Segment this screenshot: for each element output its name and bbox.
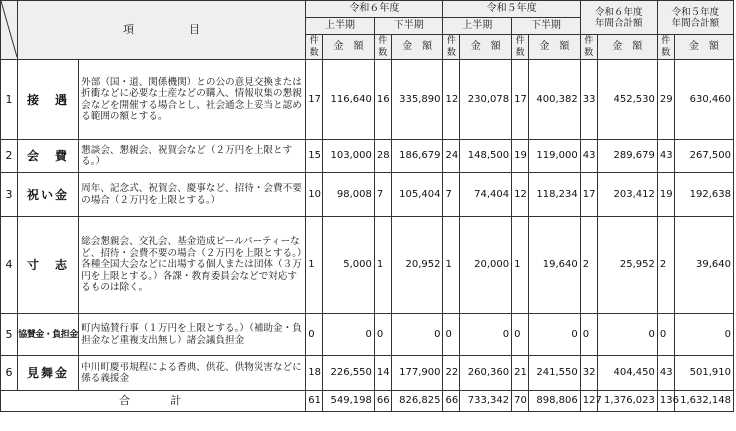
row-number: 3 [1,173,18,217]
total-cell: 826,825 [391,391,443,412]
amount-cell: 20,952 [391,217,443,314]
r5-first-half-header: 上半期 [443,18,512,35]
amount-header: 金 額 [391,35,443,60]
amount-cell: 0 [674,314,733,356]
amount-cell: 400,382 [529,60,581,140]
amount-cell: 0 [323,314,375,356]
r6-second-half-header: 下半期 [374,18,443,35]
r6-header: 令和６年度 [306,1,443,18]
count-cell: 1 [512,217,529,314]
count-cell: 0 [306,314,323,356]
table-body [1,60,734,391]
item-description: 総会懇親会、交礼会、基金造成ビールパーティーなど、招待・会費不要の場合（２万円を上限とする。）各種全国大会などに出場する個人または団体（３万円を上限とする。）各課・教育委員会などで対応するものは除く。 [79,217,306,314]
amount-cell: 5,000 [323,217,375,314]
r5-second-half-header: 下半期 [512,18,581,35]
r6-total-header-text: 令和６年度 年間合計額 [595,6,643,29]
count-cell: 19 [512,140,529,173]
item-name: 会 費 [17,140,78,173]
count-cell: 16 [374,60,391,140]
amount-cell: 289,679 [597,140,657,173]
count-cell: 2 [580,217,597,314]
item-name: 接 遇 [17,60,78,140]
row-number: 2 [1,140,18,173]
amount-cell: 230,078 [460,60,512,140]
count-cell: 24 [443,140,460,173]
count-cell: 43 [580,140,597,173]
row-number: 1 [1,60,18,140]
amount-cell: 335,890 [391,60,443,140]
count-cell: 14 [374,356,391,391]
item-name: 見舞金 [17,356,78,391]
count-cell: 1 [306,217,323,314]
amount-cell: 260,360 [460,356,512,391]
item-name: 協賛金・負担金 [17,314,78,356]
amount-cell: 0 [460,314,512,356]
total-cell: 66 [374,391,391,412]
amount-header: 金 額 [674,35,733,60]
count-cell: 33 [580,60,597,140]
amount-cell: 105,404 [391,173,443,217]
amount-cell: 19,640 [529,217,581,314]
amount-cell: 226,550 [323,356,375,391]
amount-cell: 118,234 [529,173,581,217]
amount-cell: 20,000 [460,217,512,314]
amount-header: 金 額 [529,35,581,60]
amount-cell: 501,910 [674,356,733,391]
amount-cell: 103,000 [323,140,375,173]
item-name: 祝い金 [17,173,78,217]
table-row [1,140,734,173]
item-description: 外部（国・道、関係機関）との公の意見交換または折衝などに必要な土産などの購入、情報収集の懇親会などを開催する場合とし、社会通念上妥当と認める範囲の額とする。 [79,60,306,140]
table-row [1,356,734,391]
count-cell: 10 [306,173,323,217]
total-row [1,391,734,412]
total-cell: 61 [306,391,323,412]
item-description: 町内協賛行事（１万円を上限とする。）（補助金・負担金など重複支出無し）諸会議負担金 [79,314,306,356]
count-cell: 0 [512,314,529,356]
count-cell: 0 [657,314,674,356]
count-cell: 7 [443,173,460,217]
r5-header: 令和５年度 [443,1,580,18]
table-row [1,60,734,140]
count-cell: 17 [306,60,323,140]
count-cell: 22 [443,356,460,391]
amount-cell: 241,550 [529,356,581,391]
amount-cell: 116,640 [323,60,375,140]
table-row [1,314,734,356]
count-cell: 0 [374,314,391,356]
amount-cell: 177,900 [391,356,443,391]
count-cell: 7 [374,173,391,217]
count-header: 件数 [443,35,460,60]
row-number: 6 [1,356,18,391]
total-cell: 66 [443,391,460,412]
amount-cell: 203,412 [597,173,657,217]
amount-header: 金 額 [460,35,512,60]
amount-cell: 148,500 [460,140,512,173]
count-cell: 29 [657,60,674,140]
amount-cell: 39,640 [674,217,733,314]
amount-cell: 192,638 [674,173,733,217]
count-cell: 2 [657,217,674,314]
total-cell: 127 [580,391,597,412]
count-cell: 17 [512,60,529,140]
table-row [1,217,734,314]
total-cell: 1,376,023 [597,391,657,412]
amount-cell: 452,530 [597,60,657,140]
header-diagonal-cell [1,1,18,60]
amount-cell: 0 [597,314,657,356]
count-cell: 28 [374,140,391,173]
total-cell: 733,342 [460,391,512,412]
count-cell: 12 [443,60,460,140]
total-cell: 1,632,148 [674,391,733,412]
r6-total-header [580,1,657,35]
amount-cell: 0 [529,314,581,356]
amount-cell: 0 [391,314,443,356]
count-cell: 17 [580,173,597,217]
amount-cell: 404,450 [597,356,657,391]
diagonal-line [1,1,17,57]
item-name: 寸 志 [17,217,78,314]
amount-cell: 267,500 [674,140,733,173]
count-header: 件数 [374,35,391,60]
count-cell: 18 [306,356,323,391]
amount-cell: 630,460 [674,60,733,140]
count-header: 件数 [512,35,529,60]
count-cell: 0 [443,314,460,356]
count-cell: 1 [443,217,460,314]
amount-cell: 25,952 [597,217,657,314]
count-cell: 32 [580,356,597,391]
count-cell: 19 [657,173,674,217]
count-cell: 12 [512,173,529,217]
table-row [1,173,734,217]
total-cell: 549,198 [323,391,375,412]
total-label: 合 計 [1,391,306,412]
amount-cell: 74,404 [460,173,512,217]
total-cell: 70 [512,391,529,412]
count-header: 件数 [306,35,323,60]
total-cell: 136 [657,391,674,412]
item-description: 懇談会、懇親会、祝賀会など（２万円を上限とする。） [79,140,306,173]
r5-total-header-text: 令和５年度 年間合計額 [671,6,720,29]
item-header: 項 目 [17,1,305,60]
amount-cell: 119,000 [529,140,581,173]
amount-header: 金 額 [597,35,657,60]
count-cell: 21 [512,356,529,391]
count-header: 件数 [580,35,597,60]
r5-total-header [657,1,733,35]
count-cell: 43 [657,140,674,173]
amount-cell: 98,008 [323,173,375,217]
item-description: 中川町慶弔規程による香典、供花、供物災害などに係る義援金 [79,356,306,391]
amount-cell: 186,679 [391,140,443,173]
total-cell: 898,806 [529,391,581,412]
item-description: 周年、記念式、祝賀会、慶事など、招待・会費不要の場合（２万円を上限とする。） [79,173,306,217]
amount-header: 金 額 [323,35,375,60]
count-cell: 15 [306,140,323,173]
row-number: 4 [1,217,18,314]
row-number: 5 [1,314,18,356]
count-cell: 1 [374,217,391,314]
count-cell: 43 [657,356,674,391]
count-header: 件数 [657,35,674,60]
r6-first-half-header: 上半期 [306,18,375,35]
count-cell: 0 [580,314,597,356]
